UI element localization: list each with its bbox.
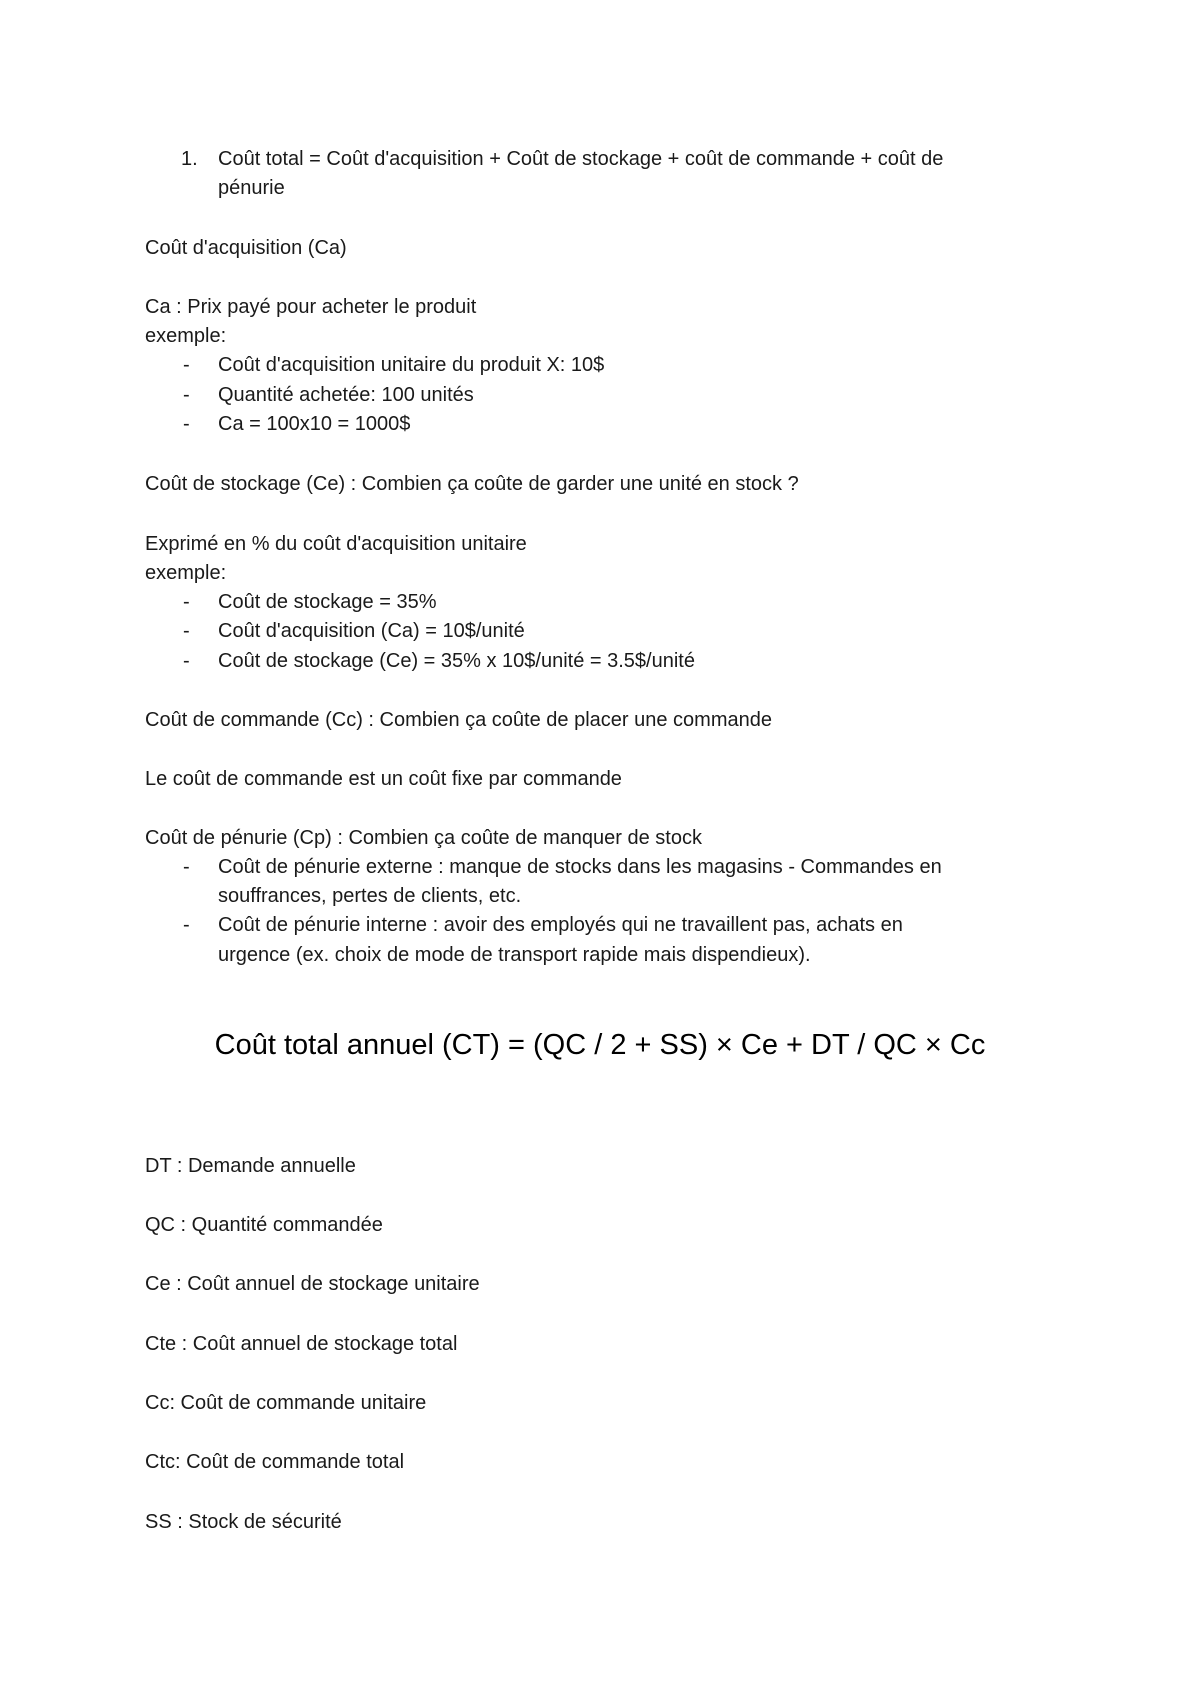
definition-ss: SS : Stock de sécurité (145, 1511, 342, 1533)
list-item-continued: souffrances, pertes de clients, etc. (218, 885, 522, 907)
definition-ctc: Ctc: Coût de commande total (145, 1451, 405, 1473)
list-item: Coût de pénurie interne : avoir des employés qui ne travaillent pas, achats en (218, 914, 903, 936)
bullet-dash: - (183, 591, 190, 613)
list-item-continued: urgence (ex. choix de mode de transport rapide mais dispendieux). (218, 944, 811, 966)
list-item: Coût de stockage (Ce) = 35% x 10$/unité = 3.5$/unité (218, 650, 695, 672)
total-cost-definition-continued: pénurie (218, 177, 285, 199)
total-cost-definition: Coût total = Coût d'acquisition + Coût de stockage + coût de commande + coût de (218, 148, 944, 170)
acquisition-heading: Coût d'acquisition (Ca) (145, 237, 347, 259)
list-item: Quantité achetée: 100 unités (218, 384, 474, 406)
total-annual-cost-formula: Coût total annuel (CT) = (QC / 2 + SS) × Ce + DT / QC × Cc (214, 1029, 986, 1061)
bullet-dash: - (183, 413, 190, 435)
list-item: Coût d'acquisition unitaire du produit X: 10$ (218, 354, 605, 376)
bullet-dash: - (183, 620, 190, 642)
list-item: Coût de stockage = 35% (218, 591, 437, 613)
storage-heading: Coût de stockage (Ce) : Combien ça coûte de garder une unité en stock ? (145, 473, 799, 495)
list-number-marker: 1. (181, 148, 198, 170)
order-heading: Coût de commande (Cc) : Combien ça coûte de placer une commande (145, 709, 772, 731)
bullet-dash: - (183, 914, 190, 936)
list-item: Coût d'acquisition (Ca) = 10$/unité (218, 620, 525, 642)
bullet-dash: - (183, 856, 190, 878)
storage-expressed: Exprimé en % du coût d'acquisition unitaire (145, 533, 527, 555)
definition-cte: Cte : Coût annuel de stockage total (145, 1333, 458, 1355)
storage-example-label: exemple: (145, 562, 227, 584)
definition-cc: Cc: Coût de commande unitaire (145, 1392, 427, 1414)
acquisition-example-label: exemple: (145, 325, 227, 347)
bullet-dash: - (183, 354, 190, 376)
list-item: Ca = 100x10 = 1000$ (218, 413, 411, 435)
definition-dt: DT : Demande annuelle (145, 1155, 356, 1177)
order-fixed-note: Le coût de commande est un coût fixe par commande (145, 768, 622, 790)
list-item: Coût de pénurie externe : manque de stocks dans les magasins - Commandes en (218, 856, 942, 878)
definition-ce: Ce : Coût annuel de stockage unitaire (145, 1273, 480, 1295)
definition-qc: QC : Quantité commandée (145, 1214, 383, 1236)
bullet-dash: - (183, 650, 190, 672)
shortage-heading: Coût de pénurie (Cp) : Combien ça coûte de manquer de stock (145, 827, 702, 849)
bullet-dash: - (183, 384, 190, 406)
acquisition-definition: Ca : Prix payé pour acheter le produit (145, 296, 477, 318)
